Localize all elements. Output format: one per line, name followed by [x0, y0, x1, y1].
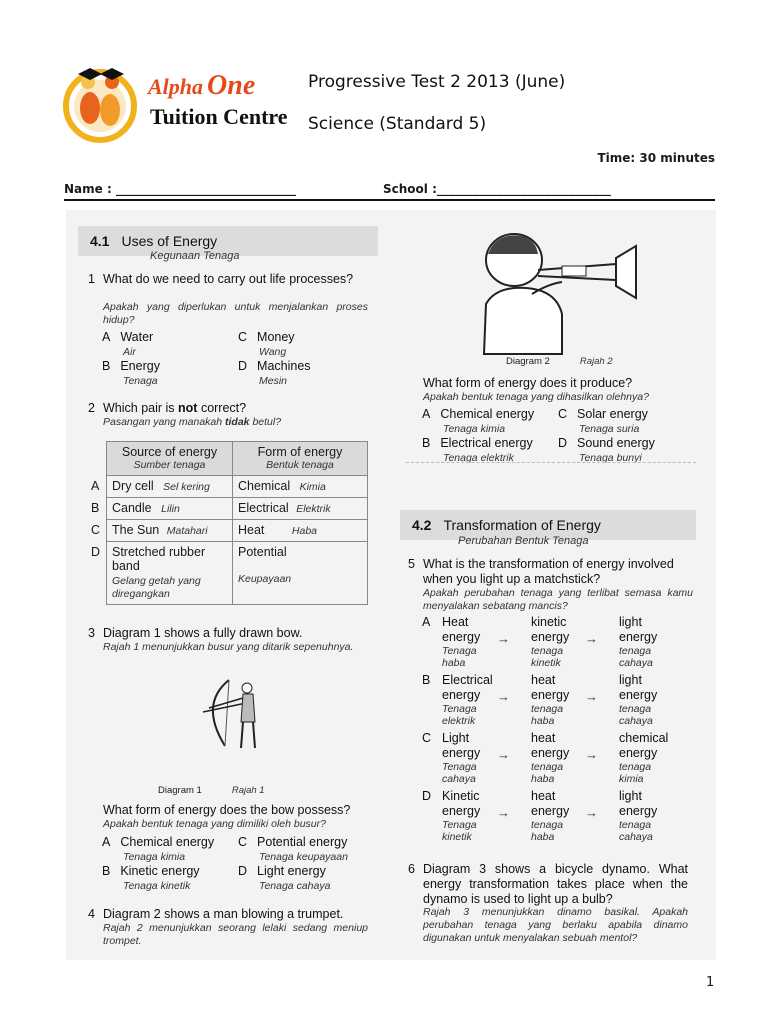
q4-number: 4	[88, 907, 95, 921]
q3-text: Diagram 1 shows a fully drawn bow.	[103, 626, 303, 640]
q1-option-d[interactable]: D Machines Mesin	[238, 359, 311, 387]
logo-emblem-icon	[60, 58, 145, 148]
q5-text: What is the transformation of energy involved when you light up a matchstick?	[423, 557, 674, 586]
q3-question-ms: Apakah bentuk tenaga yang dimiliki oleh busur?	[103, 818, 326, 830]
table-header-row: Source of energy Sumber tenaga Form of energy Bentuk tenaga	[86, 442, 368, 476]
archer-illustration	[189, 674, 269, 754]
test-title: Progressive Test 2 2013 (June)	[308, 72, 566, 92]
q1-text-ms: Apakah yang diperlukan untuk menjalankan proses hidup?	[103, 301, 368, 326]
q4-question-ms: Apakah bentuk tenaga yang dihasilkan olehnya?	[423, 391, 649, 403]
logo-alpha: Alpha	[148, 74, 204, 99]
q3-number: 3	[88, 626, 95, 640]
q5-number: 5	[408, 557, 415, 571]
page-number: 1	[706, 975, 715, 990]
time-label: Time: 30 minutes	[597, 151, 715, 165]
section-title-ms: Kegunaan Tenaga	[150, 250, 240, 262]
table-row[interactable]: C The Sun Matahari Heat Haba	[86, 520, 368, 542]
q4-option-b[interactable]: B Electrical energy Tenaga elektrik	[422, 436, 533, 464]
table-row[interactable]: D Stretched rubber band Gelang getah yang diregangkan Potential Keupayaan	[86, 542, 368, 605]
q5-text-ms: Apakah perubahan tenaga yang terlibat semasa kamu menyalakan sebatang mancis?	[423, 587, 693, 612]
q5-option-a[interactable]: A Heat energy Tenaga haba → kinetic energy tenaga kinetik → light energy tenaga cahaya	[422, 615, 658, 669]
q4-text: Diagram 2 shows a man blowing a trumpet.	[103, 907, 344, 921]
q1-option-a[interactable]: A Water Air	[102, 330, 154, 358]
section-title-ms-42: Perubahan Bentuk Tenaga	[458, 535, 589, 547]
q4-text-ms: Rajah 2 menunjukkan seorang lelaki sedang meniup trompet.	[103, 922, 368, 947]
q3-option-d[interactable]: D Light energy Tenaga cahaya	[238, 864, 331, 892]
q3-option-b[interactable]: B Kinetic energy Tenaga kinetik	[102, 864, 200, 892]
section-divider	[406, 462, 696, 463]
subject-title: Science (Standard 5)	[308, 114, 487, 134]
q6-text-ms: Rajah 3 menunjukkan dinamo basikal. Apakah perubahan tenaga yang berlaku apabila dinamo digunakan untuk menyalakan sebuah mentol?	[423, 906, 688, 944]
q6-text: Diagram 3 shows a bicycle dynamo. What energy transformation takes place when the dynamo is used to light up a bulb?	[423, 862, 688, 906]
q1-option-b[interactable]: B Energy Tenaga	[102, 359, 160, 387]
q1-text: What do we need to carry out life processes?	[103, 272, 354, 286]
section-title: Uses of Energy	[121, 233, 218, 249]
logo-tuition: Tuition Centre	[150, 104, 288, 129]
q1-number: 1	[88, 272, 95, 286]
q4-option-c[interactable]: C Solar energy Tenaga suria	[558, 407, 648, 435]
q4-option-d[interactable]: D Sound energy Tenaga bunyi	[558, 436, 655, 464]
q3-question: What form of energy does the bow possess?	[103, 803, 351, 817]
q3-option-c[interactable]: C Potential energy Tenaga keupayaan	[238, 835, 348, 863]
logo-one: One	[207, 70, 256, 101]
q3-option-a[interactable]: A Chemical energy Tenaga kimia	[102, 835, 215, 863]
q2-text-ms: Pasangan yang manakah tidak betul?	[103, 416, 282, 428]
q2-number: 2	[88, 401, 95, 415]
school-field[interactable]: School :_____________________________	[383, 182, 611, 196]
q1-option-c[interactable]: C Money Wang	[238, 330, 295, 358]
section-number: 4.1	[90, 233, 110, 249]
table-row[interactable]: A Dry cell Sel kering Chemical Kimia	[86, 476, 368, 498]
q5-option-b[interactable]: B Electrical energy Tenaga elektrik → heat energy tenaga haba → light energy tenaga cahaya	[422, 673, 658, 727]
table-row[interactable]: B Candle Lilin Electrical Elektrik	[86, 498, 368, 520]
q4-question: What form of energy does it produce?	[423, 376, 633, 390]
q3-text-ms: Rajah 1 menunjukkan busur yang ditarik sepenuhnya.	[103, 641, 354, 653]
diagram-1-caption: Diagram 1 Rajah 1	[158, 785, 265, 796]
section-number: 4.2	[412, 517, 432, 533]
q2-text: Which pair is not correct?	[103, 401, 247, 415]
worksheet-scan	[66, 210, 716, 960]
diagram-2-caption: Diagram 2 Rajah 2	[506, 356, 613, 367]
section-title: Transformation of Energy	[443, 517, 601, 533]
q5-option-c[interactable]: C Light energy Tenaga cahaya → heat energy tenaga haba → chemical energy tenaga kimia	[422, 731, 669, 785]
name-field[interactable]: Name : ______________________________	[64, 182, 296, 196]
logo	[60, 58, 300, 148]
q4-option-a[interactable]: A Chemical energy Tenaga kimia	[422, 407, 535, 435]
trumpet-man-illustration	[466, 224, 641, 359]
q6-number: 6	[408, 862, 415, 876]
q5-option-d[interactable]: D Kinetic energy Tenaga kinetik → heat energy tenaga haba → light energy tenaga cahaya	[422, 789, 658, 843]
q2-table	[86, 441, 368, 605]
header-rule	[64, 199, 715, 201]
